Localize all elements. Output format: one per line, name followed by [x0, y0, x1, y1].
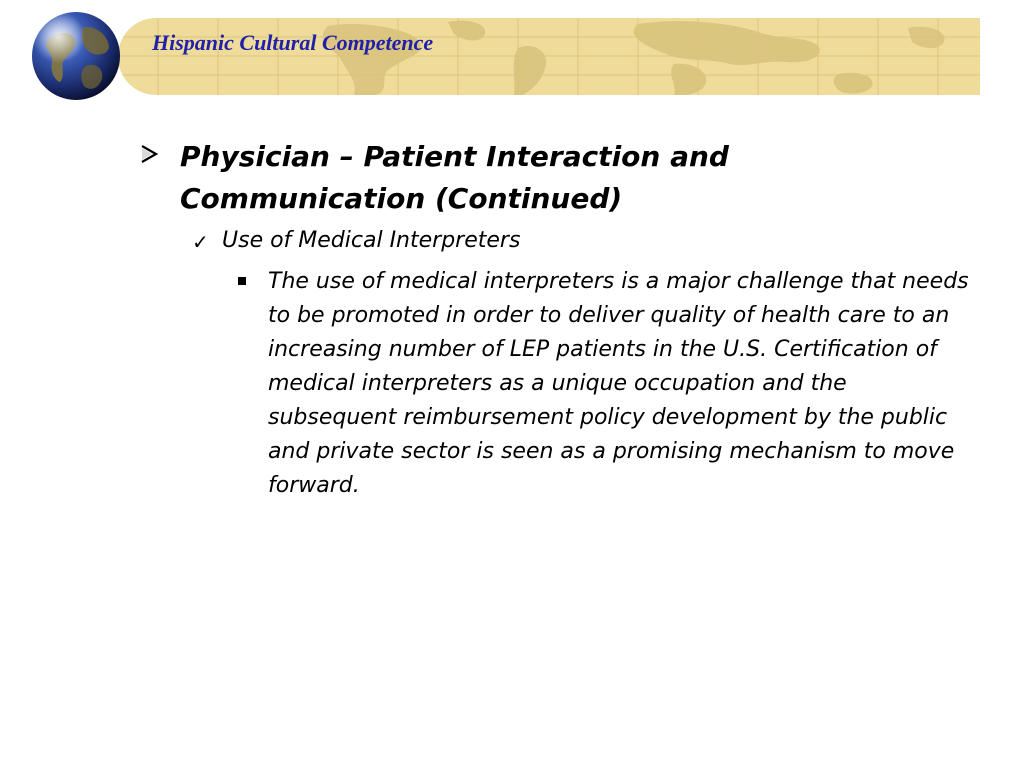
arrow-bullet-icon [138, 138, 162, 168]
bullet-level-2-text: Use of Medical Interpreters [222, 228, 521, 253]
globe-icon [30, 10, 122, 102]
checkmark-icon: ✓ [192, 230, 209, 254]
bullet-level-3 [238, 265, 978, 503]
bullet-level-2 [192, 223, 692, 259]
bullet-level-1-text: Physician – Patient Interaction and Communication (Continued) [180, 140, 729, 215]
bullet-level-1 [138, 136, 858, 220]
square-bullet-icon [238, 277, 246, 285]
slide-title: Hispanic Cultural Competence [152, 30, 434, 55]
bullet-level-3-text: The use of medical interpreters is a major challenge that needs to be promoted in order to deliver quality of health care to an increasing number of LEP patients in the U.S. Certification of medical interpreters as a unique occupation and the subsequent reimbursement policy development by the public and private sector is seen as a promising mechanism to move forward. [268, 269, 969, 498]
